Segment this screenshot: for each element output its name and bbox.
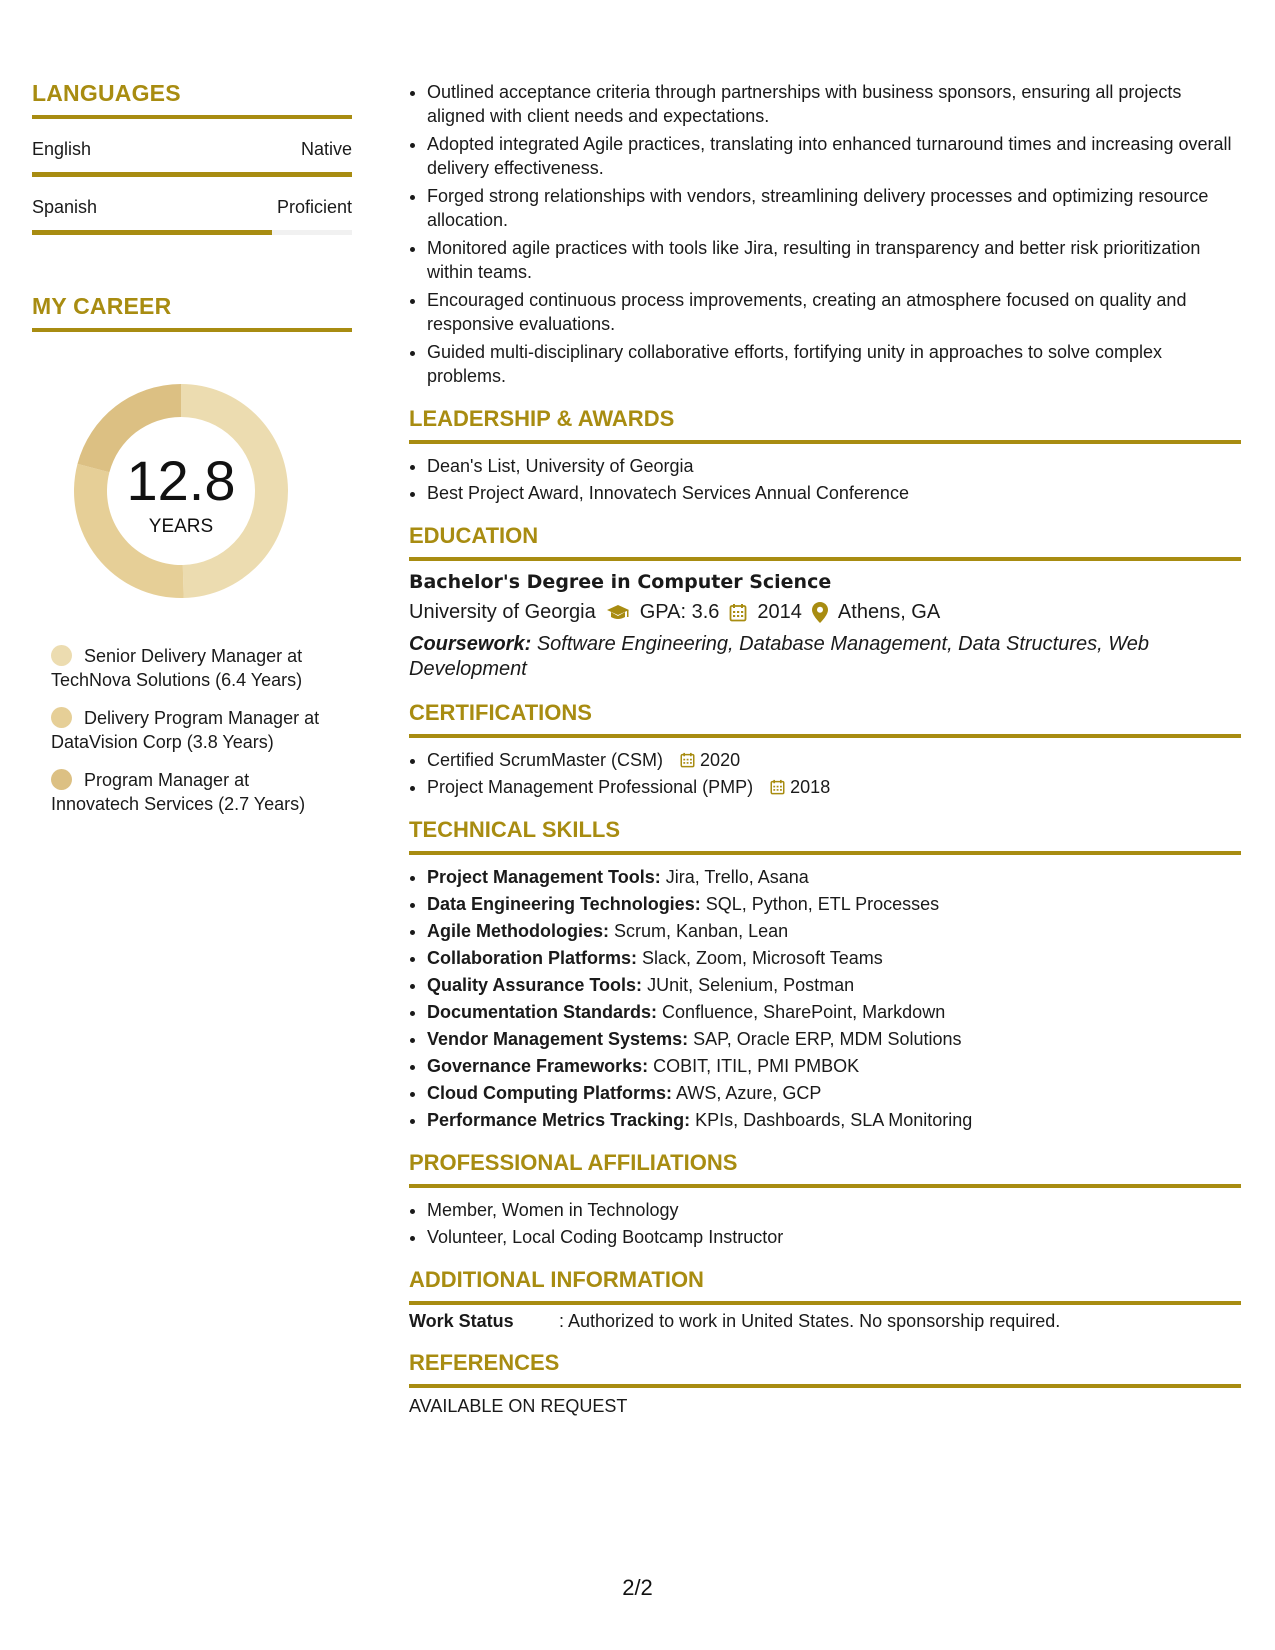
skill-values: AWS, Azure, GCP xyxy=(676,1083,822,1103)
references-text: AVAILABLE ON REQUEST xyxy=(409,1396,628,1416)
career-rule xyxy=(32,328,352,332)
skill-category: Quality Assurance Tools: xyxy=(427,975,643,995)
skill-values: Jira, Trello, Asana xyxy=(665,867,809,887)
left-column xyxy=(32,80,352,830)
section-title: CERTIFICATIONS xyxy=(409,700,592,725)
languages-title: LANGUAGES xyxy=(32,80,181,106)
skill-item xyxy=(427,1027,1241,1051)
graduation-year: 2014 xyxy=(757,601,802,623)
section-title: EDUCATION xyxy=(409,523,539,548)
school-name: University of Georgia xyxy=(409,601,596,623)
skill-item xyxy=(427,973,1241,997)
language-item xyxy=(32,139,352,177)
section-rule xyxy=(409,1184,1241,1188)
skill-values: COBIT, ITIL, PMI PMBOK xyxy=(653,1056,860,1076)
language-name: Spanish xyxy=(32,197,98,217)
list-item: • Member, Women in Technology xyxy=(427,1198,1241,1222)
section-rule xyxy=(409,851,1241,855)
section-rule xyxy=(409,734,1241,738)
section-rule xyxy=(409,557,1241,561)
references-section xyxy=(409,1350,1241,1417)
experience-bullets xyxy=(409,80,1241,388)
legend-item xyxy=(51,644,321,692)
section-title: REFERENCES xyxy=(409,1350,560,1375)
language-name: English xyxy=(32,139,92,159)
list-item: • Monitored agile practices with tools like Jira, resulting in transparency and better risk prioritization within teams. xyxy=(427,236,1241,284)
language-level: Native xyxy=(300,139,352,159)
skill-values: SQL, Python, ETL Processes xyxy=(705,894,940,914)
skill-category: Collaboration Platforms: xyxy=(427,948,638,968)
legend-label: Delivery Program Manager at DataVision Corp (3.8 Years) xyxy=(51,708,320,752)
skill-values: Slack, Zoom, Microsoft Teams xyxy=(642,948,883,968)
right-column xyxy=(409,80,1241,1417)
legend-label: Program Manager at Innovatech Services (2.7 Years) xyxy=(51,770,306,814)
language-bar xyxy=(32,230,352,235)
legend-item xyxy=(51,768,321,816)
legend-label: Senior Delivery Manager at TechNova Solutions (6.4 Years) xyxy=(51,646,303,690)
skill-values: Confluence, SharePoint, Markdown xyxy=(662,1002,946,1022)
list-item: • Volunteer, Local Coding Bootcamp Instructor xyxy=(427,1225,1241,1249)
location-pin-icon xyxy=(812,602,828,623)
list-item xyxy=(427,775,1241,799)
coursework-label: Coursework: xyxy=(409,633,532,655)
coursework-list: Software Engineering, Database Management, Data Structures, Web Development xyxy=(409,633,1149,680)
coursework xyxy=(409,632,1241,682)
career-title: MY CAREER xyxy=(32,293,172,319)
language-item xyxy=(32,197,352,235)
legend-item xyxy=(51,706,321,754)
list-item: • Encouraged continuous process improvements, creating an atmosphere focused on quality and responsive evaluations. xyxy=(427,288,1241,336)
language-bar-fill xyxy=(32,172,352,177)
work-status-value: : Authorized to work in United States. No sponsorship required. xyxy=(559,1311,1061,1331)
legend-dot xyxy=(51,645,72,666)
graduation-cap-icon xyxy=(606,604,630,622)
list-item: • Forged strong relationships with vendors, streamlining delivery processes and optimizing resource allocation. xyxy=(427,184,1241,232)
section-title: ADDITIONAL INFORMATION xyxy=(409,1267,704,1292)
list-item xyxy=(427,748,1241,772)
section-title: TECHNICAL SKILLS xyxy=(409,817,621,842)
skill-values: SAP, Oracle ERP, MDM Solutions xyxy=(693,1029,962,1049)
skill-category: Data Engineering Technologies: xyxy=(427,894,701,914)
skill-category: Documentation Standards: xyxy=(427,1002,658,1022)
section-rule xyxy=(409,1384,1241,1388)
section-title: LEADERSHIP & AWARDS xyxy=(409,406,675,431)
calendar-icon xyxy=(770,779,785,795)
skill-values: KPIs, Dashboards, SLA Monitoring xyxy=(695,1110,973,1130)
list-item: • Adopted integrated Agile practices, translating into enhanced turnaround times and increasing overall delivery effectiveness. xyxy=(427,132,1241,180)
education-section xyxy=(409,523,1241,682)
degree-title: Bachelor's Degree in Computer Science xyxy=(409,571,832,593)
skill-item xyxy=(427,946,1241,970)
skill-item xyxy=(427,892,1241,916)
additional-section xyxy=(409,1267,1241,1332)
list-item: • Outlined acceptance criteria through partnerships with business sponsors, ensuring all projects aligned with client needs and expectations. xyxy=(427,80,1241,128)
skill-item xyxy=(427,1081,1241,1105)
certification-name: Project Management Professional (PMP) xyxy=(427,777,754,797)
work-status-label: Work Status xyxy=(409,1311,514,1331)
skill-values: Scrum, Kanban, Lean xyxy=(614,921,789,941)
calendar-icon xyxy=(729,603,747,622)
certification-year: 2018 xyxy=(790,777,831,797)
certification-name: Certified ScrumMaster (CSM) xyxy=(427,750,664,770)
skill-category: Project Management Tools: xyxy=(427,867,661,887)
career-legend xyxy=(51,644,321,816)
career-total: 12.8 xyxy=(126,449,236,512)
list-item: • Guided multi-disciplinary collaborative efforts, fortifying unity in approaches to solve complex problems. xyxy=(427,340,1241,388)
page-number: 2/2 xyxy=(622,1575,653,1600)
skill-category: Agile Methodologies: xyxy=(427,921,609,941)
language-bar-fill xyxy=(32,230,272,235)
section-rule xyxy=(409,1301,1241,1305)
career-donut-chart xyxy=(66,376,296,606)
skill-values: JUnit, Selenium, Postman xyxy=(647,975,855,995)
language-level: Proficient xyxy=(276,197,352,217)
certification-year: 2020 xyxy=(700,750,741,770)
section-rule xyxy=(409,440,1241,444)
languages-rule xyxy=(32,115,352,119)
skill-category: Performance Metrics Tracking: xyxy=(427,1110,691,1130)
skill-item xyxy=(427,1000,1241,1024)
education-meta xyxy=(409,601,1241,624)
skill-item xyxy=(427,1108,1241,1132)
certifications-section xyxy=(409,700,1241,799)
career-unit: YEARS xyxy=(148,516,214,537)
skill-item xyxy=(427,865,1241,889)
skills-section xyxy=(409,817,1241,1132)
skill-item xyxy=(427,919,1241,943)
legend-dot xyxy=(51,769,72,790)
list-item: • Dean's List, University of Georgia xyxy=(427,454,1241,478)
gpa: GPA: 3.6 xyxy=(639,601,720,623)
skill-category: Cloud Computing Platforms: xyxy=(427,1083,672,1103)
school-location: Athens, GA xyxy=(837,601,941,623)
skill-category: Governance Frameworks: xyxy=(427,1056,649,1076)
skill-item xyxy=(427,1054,1241,1078)
calendar-icon xyxy=(680,752,695,768)
leadership-section xyxy=(409,406,1241,505)
affiliations-section xyxy=(409,1150,1241,1249)
work-status-row xyxy=(409,1311,1241,1332)
legend-dot xyxy=(51,707,72,728)
language-bar xyxy=(32,172,352,177)
skill-category: Vendor Management Systems: xyxy=(427,1029,689,1049)
section-title: PROFESSIONAL AFFILIATIONS xyxy=(409,1150,738,1175)
list-item: • Best Project Award, Innovatech Services Annual Conference xyxy=(427,481,1241,505)
